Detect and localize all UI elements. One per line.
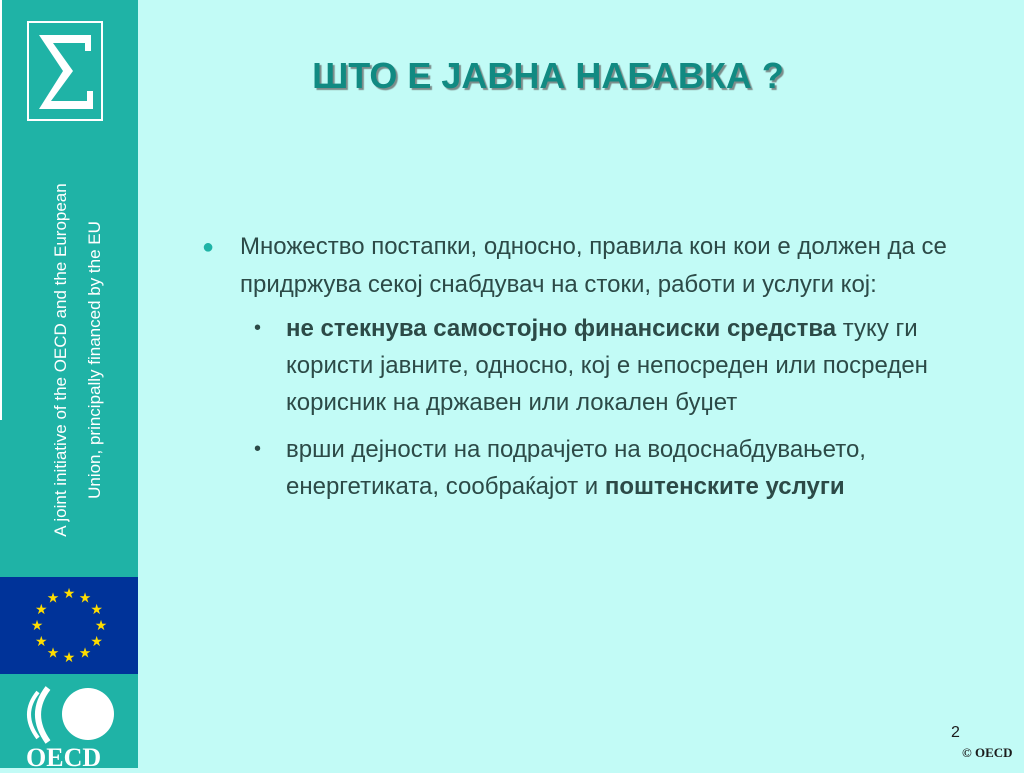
sidebar-caption: [44, 183, 112, 536]
sigma-logo: [27, 21, 103, 121]
eu-star-icon: ★: [62, 649, 76, 665]
copyright-notice: © OECD: [962, 745, 1013, 760]
oecd-logo-text: OECD: [26, 743, 102, 768]
main-bullet: [200, 228, 980, 304]
sidebar-caption-line1: A joint initiative of the OECD and the European: [51, 183, 70, 537]
slide-title: ШТО Е ЈАВНА НАБАВКА ?: [312, 55, 784, 96]
sigma-icon: [29, 23, 101, 119]
eu-star-icon: ★: [62, 585, 76, 601]
eu-star-icon: ★: [78, 589, 92, 606]
sub-bullet-2-text: врши дејности на подрачјето на водоснабдувањето, енергетиката, сообраќајот и: [286, 436, 866, 500]
eu-star-icon: ★: [30, 617, 44, 633]
oecd-logo-icon: [22, 680, 122, 768]
main-bullet-text: Множество постапки, односно, правила кон кои е должен да се придржува секој снабдувач на стоки, работи и услуги кој:: [240, 233, 947, 298]
sidebar-divider: [0, 0, 2, 420]
page-number: 2: [951, 724, 960, 741]
eu-star-icon: ★: [90, 633, 103, 649]
sub-bullet-1: [200, 310, 980, 421]
slide-content: [200, 228, 980, 515]
eu-flag-icon: [0, 577, 138, 674]
sub-bullet-2: [200, 431, 980, 505]
eu-star-icon: ★: [90, 601, 103, 617]
eu-star-icon: ★: [46, 644, 60, 661]
eu-star-icon: ★: [46, 589, 60, 606]
sidebar-caption-line2: Union, principally financed by the EU: [85, 221, 104, 499]
sub-bullet-1-bold: не стекнува самостојно финансиски средства: [286, 315, 837, 342]
eu-star-icon: ★: [35, 633, 48, 649]
eu-star-icon: ★: [94, 617, 108, 633]
sub-bullet-2-bold: поштенските услуги: [604, 473, 845, 500]
bullet-marker: ●: [202, 236, 215, 258]
eu-star-icon: ★: [78, 644, 92, 661]
sidebar: [0, 0, 138, 768]
oecd-logo: [22, 680, 122, 768]
sub-bullet-marker: •: [254, 317, 262, 339]
sub-bullet-marker: •: [254, 438, 262, 460]
eu-star-icon: ★: [35, 601, 48, 617]
sub-bullet-1-text: туку ги користи јавните, односно, кој е непосреден или посреден корисник на државен или локален буџет: [286, 315, 928, 416]
sub-bullet-list: [200, 310, 980, 505]
